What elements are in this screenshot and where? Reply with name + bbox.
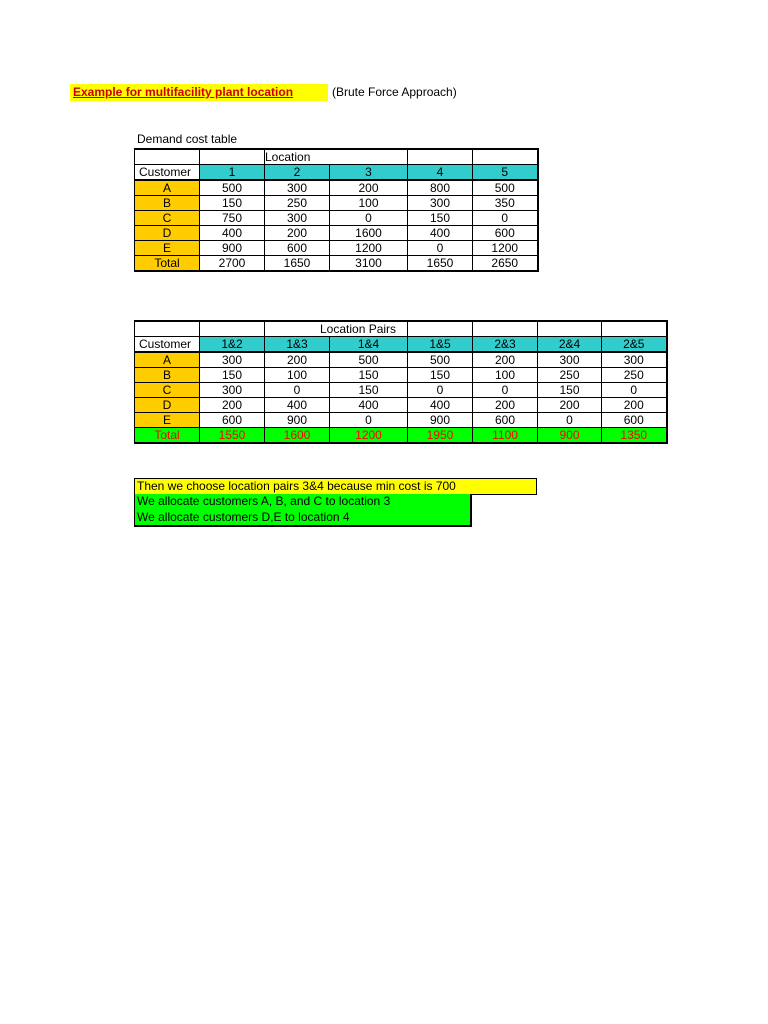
table-cell: 0 [473,383,538,398]
column-header: 2&5 [602,337,667,353]
column-header: 2&3 [473,337,538,353]
table-header-row [135,165,538,181]
column-header: 2 [265,165,330,181]
page-title: Example for multifacility plant location [70,84,328,101]
empty-cell [473,321,538,337]
demand-table-caption: Demand cost table [137,132,238,146]
table-cell: 0 [408,383,473,398]
empty-cell [538,321,602,337]
table-cell: 400 [330,398,408,413]
table-cell: 1200 [473,241,538,256]
table-cell: 150 [330,368,408,383]
table-cell: 150 [200,196,265,211]
total-cell: 1350 [602,428,667,444]
table-cell: 300 [602,352,667,368]
column-header: 1&5 [408,337,473,353]
table-cell: 150 [538,383,602,398]
table-cell: 400 [408,226,473,241]
row-label: A [135,352,200,368]
table-cell: 0 [408,241,473,256]
location-group-header [265,149,330,165]
conclusion-note: Then we choose location pairs 3&4 because min cost is 700 [134,478,537,495]
empty-cell [135,149,200,165]
table-cell: 200 [265,352,330,368]
table-cell: 250 [265,196,330,211]
total-cell: 2650 [473,256,538,272]
total-cell: 1650 [408,256,473,272]
page-subtitle: (Brute Force Approach) [332,85,457,99]
table-cell: 300 [200,383,265,398]
total-row [135,428,667,444]
total-cell: 900 [538,428,602,444]
row-label: C [135,383,200,398]
table-cell: 100 [265,368,330,383]
table-cell: 500 [200,180,265,196]
location-pairs-label: Location Pairs [320,322,397,336]
total-cell: 1650 [265,256,330,272]
column-header: 3 [330,165,408,181]
table-cell: 0 [265,383,330,398]
column-header: 1 [200,165,265,181]
total-row [135,256,538,272]
total-label: Total [135,428,200,444]
table-row [135,383,667,398]
row-label: D [135,398,200,413]
table-cell: 500 [330,352,408,368]
table-cell: 300 [538,352,602,368]
table-cell: 200 [602,398,667,413]
empty-cell [135,321,200,337]
table-cell: 800 [408,180,473,196]
column-header: 1&3 [265,337,330,353]
table-cell: 100 [473,368,538,383]
row-label: D [135,226,200,241]
table-cell: 0 [602,383,667,398]
column-header: 4 [408,165,473,181]
table-cell: 250 [538,368,602,383]
total-cell: 1200 [330,428,408,444]
table-cell: 600 [473,413,538,428]
empty-cell [408,149,473,165]
table-row [135,180,538,196]
table-cell: 500 [408,352,473,368]
table-cell: 100 [330,196,408,211]
total-cell: 2700 [200,256,265,272]
row-label: B [135,196,200,211]
allocation-note: We allocate customers D,E to location 4 [134,510,472,527]
table-cell: 400 [408,398,473,413]
table-cell: 600 [473,226,538,241]
table-row [135,226,538,241]
table-cell: 350 [473,196,538,211]
table-cell: 200 [473,398,538,413]
table-row [135,149,538,165]
total-cell: 1950 [408,428,473,444]
table-cell: 600 [200,413,265,428]
table-row [135,196,538,211]
total-label: Total [135,256,200,272]
table-cell: 300 [265,180,330,196]
location-pairs-group-header [265,321,408,337]
column-header: 5 [473,165,538,181]
table-cell: 0 [473,211,538,226]
table-cell: 300 [408,196,473,211]
table-cell: 500 [473,180,538,196]
table-row [135,211,538,226]
total-cell: 1100 [473,428,538,444]
empty-cell [473,149,538,165]
table-cell: 1200 [330,241,408,256]
row-label: E [135,241,200,256]
location-group-label: Location [265,150,311,164]
empty-cell [200,149,265,165]
table-cell: 0 [330,211,408,226]
table-cell: 400 [200,226,265,241]
allocation-note: We allocate customers A, B, and C to location 3 [134,494,472,510]
empty-cell [330,149,408,165]
table-cell: 150 [200,368,265,383]
table-cell: 150 [330,383,408,398]
table-row [135,398,667,413]
column-header: 1&2 [200,337,265,353]
location-pairs-table [134,320,668,444]
table-cell: 400 [265,398,330,413]
column-header: 2&4 [538,337,602,353]
total-cell: 1550 [200,428,265,444]
table-row [135,241,538,256]
empty-cell [200,321,265,337]
table-cell: 900 [265,413,330,428]
table-cell: 600 [602,413,667,428]
table-row [135,321,667,337]
table-cell: 750 [200,211,265,226]
table-cell: 300 [200,352,265,368]
table-cell: 900 [200,241,265,256]
row-label: A [135,180,200,196]
table-cell: 0 [330,413,408,428]
table-cell: 200 [265,226,330,241]
table-cell: 250 [602,368,667,383]
customer-header: Customer [135,337,200,353]
table-cell: 150 [408,211,473,226]
row-label: E [135,413,200,428]
table-cell: 200 [330,180,408,196]
table-row [135,413,667,428]
table-cell: 900 [408,413,473,428]
table-cell: 150 [408,368,473,383]
column-header: 1&4 [330,337,408,353]
table-cell: 300 [265,211,330,226]
empty-cell [408,321,473,337]
table-header-row [135,337,667,353]
table-cell: 200 [538,398,602,413]
table-cell: 600 [265,241,330,256]
table-cell: 1600 [330,226,408,241]
total-cell: 1600 [265,428,330,444]
table-row [135,352,667,368]
customer-header: Customer [135,165,200,181]
demand-cost-table [134,148,539,272]
total-cell: 3100 [330,256,408,272]
table-cell: 200 [200,398,265,413]
table-row [135,368,667,383]
row-label: B [135,368,200,383]
table-cell: 0 [538,413,602,428]
row-label: C [135,211,200,226]
table-cell: 200 [473,352,538,368]
empty-cell [602,321,667,337]
